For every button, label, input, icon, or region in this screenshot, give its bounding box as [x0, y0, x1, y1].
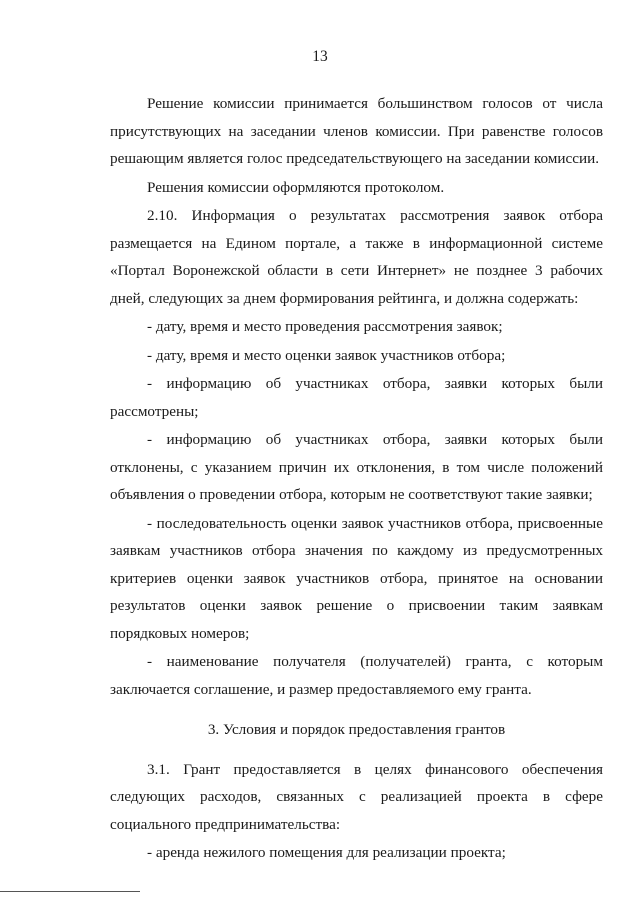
paragraph-commission-decision: Решение комиссии принимается большинством голосов от числа присутствующих на заседании членов комиссии. При равенстве голосов решающим является голос председательствующего на заседании комиссии.: [110, 95, 603, 167]
list-item-rent: - аренда нежилого помещения для реализации проекта;: [147, 844, 506, 861]
paragraph-3-1: 3.1. Грант предоставляется в целях финансового обеспечения следующих расходов, связанных с реализацией проекта в сфере социального предпринимательства:: [110, 760, 603, 833]
footnote-rule: [0, 891, 140, 892]
list-item-grant-recipient: - наименование получателя (получателей) гранта, с которым заключается соглашение, и размер предоставляемого ему гранта.: [110, 653, 603, 698]
paragraph-2-10: 2.10. Информация о результатах рассмотрения заявок отбора размещается на Едином портале, а также в информационной системе «Портал Воронежской области в сети Интернет» не позднее 3 рабочих дней, следующих за днем формирования рейтинга, и должна содержать:: [110, 207, 603, 307]
page-number: 13: [312, 48, 328, 65]
list-item-reviewed-participants: - информацию об участниках отбора, заявки которых были рассмотрены;: [110, 375, 603, 420]
document-body: [110, 90, 603, 868]
section-heading: 3. Условия и порядок предоставления грантов: [207, 721, 506, 738]
list-item-review-date: - дату, время и место проведения рассмотрения заявок;: [147, 318, 503, 335]
list-item-evaluation-date: - дату, время и место оценки заявок участников отбора;: [147, 346, 506, 364]
list-item-rejected-participants: - информацию об участниках отбора, заявки которых были отклонены, с указанием причин их отклонения, в том числе положений объявления о проведении отбора, которым не соответствуют такие заявки;: [110, 431, 603, 503]
list-item-evaluation-sequence: - последовательность оценки заявок участников отбора, присвоенные заявкам участников отбора значения по каждому из предусмотренных критериев оценки заявок участников отбора, принятое на основании результатов оценки заявок решение о присвоении таким заявкам порядковых номеров;: [110, 514, 603, 642]
paragraph-protocol: Решения комиссии оформляются протоколом.: [147, 178, 445, 196]
